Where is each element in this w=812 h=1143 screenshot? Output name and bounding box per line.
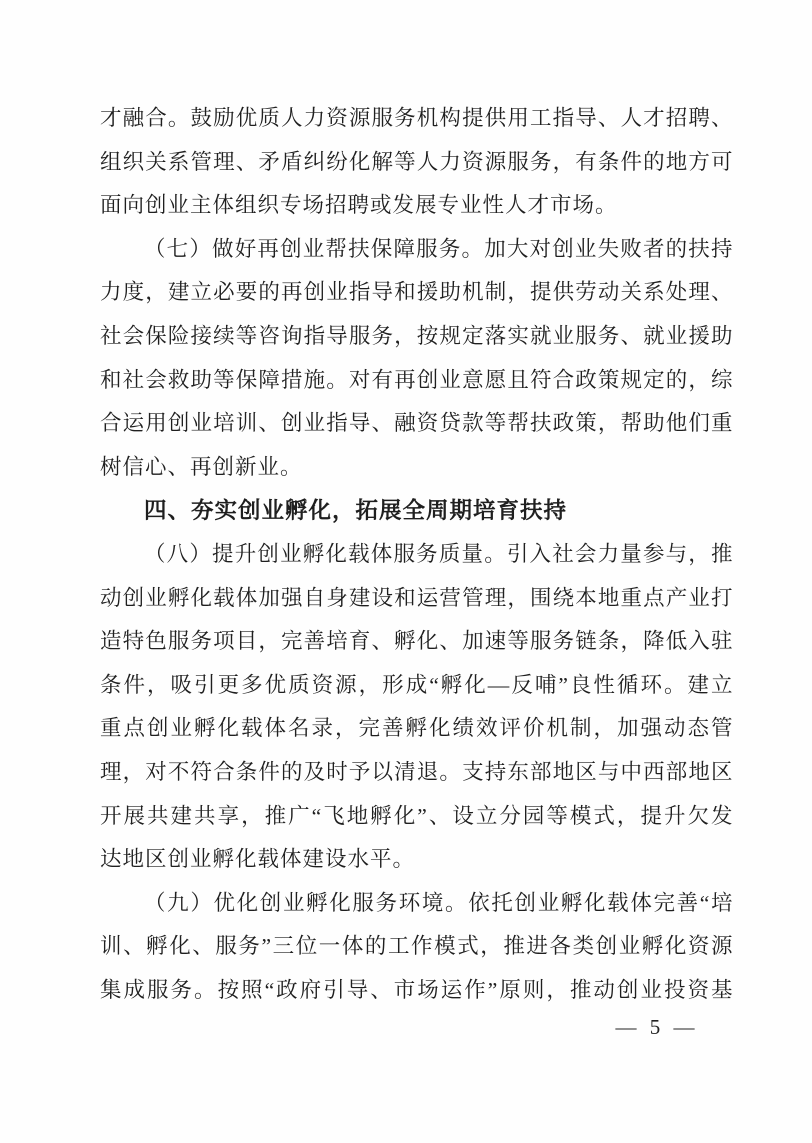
text-line: 和社会救助等保障措施。对有再创业意愿且符合政策规定的，综 xyxy=(100,367,733,392)
text-line: 重点创业孵化载体名录，完善孵化绩效评价机制，加强动态管 xyxy=(100,716,733,741)
text-line: 力度，建立必要的再创业指导和援助机制，提供劳动关系处理、 xyxy=(100,280,733,305)
text-line: 达地区创业孵化载体建设水平。 xyxy=(100,847,416,872)
text-line: 面向创业主体组织专场招聘或发展专业性人才市场。 xyxy=(100,193,618,218)
text-line: （九）优化创业孵化服务环境。依托创业孵化载体完善“培 xyxy=(144,890,733,915)
text-line: 开展共建共享，推广“飞地孵化”、设立分园等模式，提升欠发 xyxy=(100,803,733,828)
page-number: — 5 — xyxy=(615,1015,699,1039)
text-line: 动创业孵化载体加强自身建设和运营管理，围绕本地重点产业打 xyxy=(100,585,733,610)
text-line: 理，对不符合条件的及时予以清退。支持东部地区与中西部地区 xyxy=(100,759,733,784)
section-heading: 四、夯实创业孵化，拓展全周期培育扶持 xyxy=(144,498,568,524)
text-line: 造特色服务项目，完善培育、孵化、加速等服务链条，降低入驻 xyxy=(100,629,733,654)
text-line: 集成服务。按照“政府引导、市场运作”原则，推动创业投资基 xyxy=(100,977,733,1002)
text-line: 才融合。鼓励优质人力资源服务机构提供用工指导、人才招聘、 xyxy=(100,106,733,130)
text-line: 条件，吸引更多优质资源，形成“孵化—反哺”良性循环。建立 xyxy=(100,672,733,697)
text-line: （七）做好再创业帮扶保障服务。加大对创业失败者的扶持 xyxy=(144,236,733,261)
text-line: 合运用创业培训、创业指导、融资贷款等帮扶政策，帮助他们重 xyxy=(100,411,733,436)
text-line: 社会保险接续等咨询指导服务，按规定落实就业服务、就业援助 xyxy=(100,323,733,348)
text-line: 训、孵化、服务”三位一体的工作模式，推进各类创业孵化资源 xyxy=(100,934,733,959)
text-line: 树信心、再创新业。 xyxy=(100,454,303,479)
text-line: 组织关系管理、矛盾纠纷化解等人力资源服务，有条件的地方可 xyxy=(100,149,733,174)
text-line: （八）提升创业孵化载体服务质量。引入社会力量参与，推 xyxy=(144,541,733,566)
document-body xyxy=(100,97,733,1012)
